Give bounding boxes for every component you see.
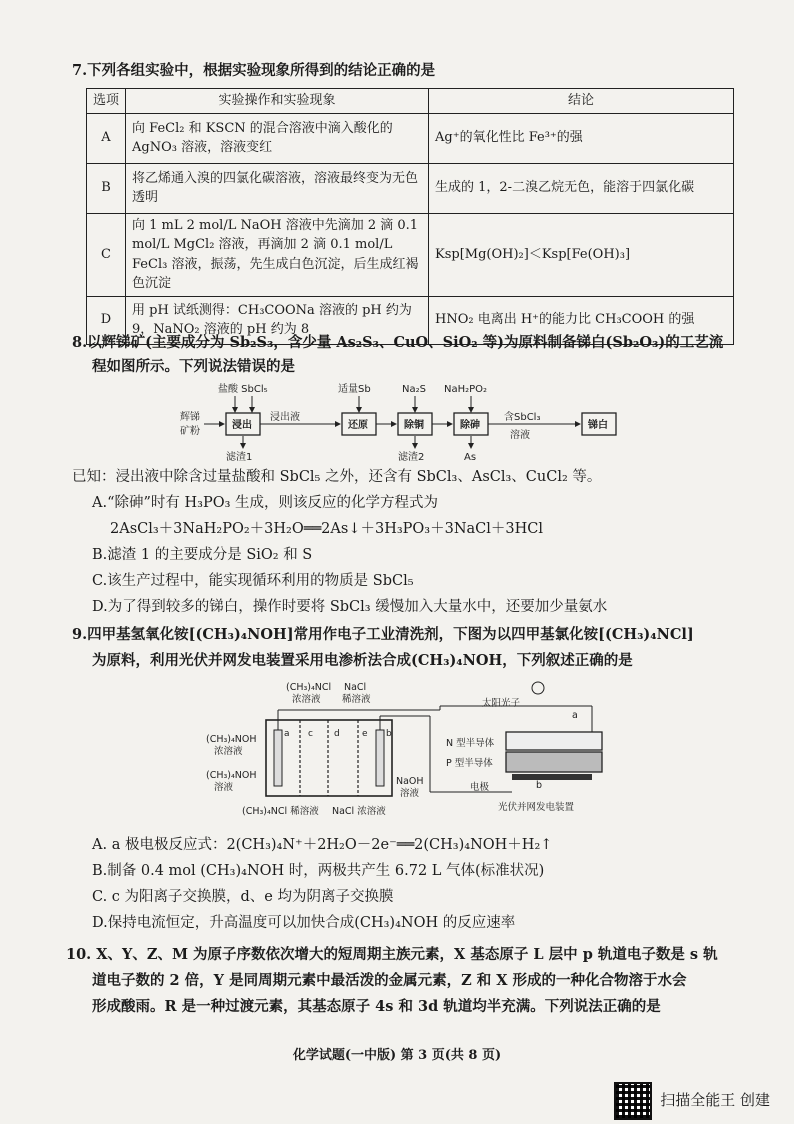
label-n-type: N 型半导体 [446, 738, 495, 749]
page-footer: 化学试题(一中版) 第 3 页(共 8 页) [292, 1048, 502, 1063]
label-right1b: 溶液 [400, 788, 420, 799]
flow-box-arsenic: 除砷 [460, 420, 480, 431]
q8-option-b: B.滤渣 1 的主要成分是 SiO₂ 和 S [92, 547, 313, 563]
flow-leach-input: 盐酸 SbCl₅ [218, 384, 268, 395]
row-conclusion: Ksp[Mg(OH)₂]＜Ksp[Fe(OH)₃] [429, 213, 734, 296]
header-operation: 实验操作和实验现象 [126, 89, 429, 114]
q8-title-line2: 程如图所示。下列说法错误的是 [92, 358, 295, 375]
row-operation: 向 1 mL 2 mol/L NaOH 溶液中先滴加 2 滴 0.1 mol/L MgCl₂ 溶液，再滴加 2 滴 0.1 mol/L FeCl₃ 溶液，振荡，先生成白色沉淀，后生成红褐色沉淀 [126, 213, 429, 296]
q10-line1: 10. X、Y、Z、M 为原子序数依次增大的短周期主族元素，X 基态原子 L 层中 p 轨道电子数是 s 轨 [66, 946, 718, 963]
row-option: D [87, 296, 126, 344]
flow-start: 辉锑 [180, 412, 200, 423]
row-operation: 用 pH 试纸测得：CH₃COONa 溶液的 pH 约为 9，NaNO₂ 溶液的 pH 约为 8 [126, 296, 429, 344]
flow-start2: 矿粉 [180, 426, 200, 437]
q8-option-d: D.为了得到较多的锑白，操作时要将 SbCl₃ 缓慢加入大量水中，还要加少量氨水 [92, 599, 608, 615]
flow-box-leach: 浸出 [232, 420, 252, 431]
q9-option-d: D.保持电流恒定，升高温度可以加快合成(CH₃)₄NOH 的反应速率 [92, 915, 516, 931]
q9-title-line1: 9.四甲基氢氧化铵[(CH₃)₄NOH]常用作电子工业清洗剂，下图为以四甲基氯化铵[(CH₃)₄NCl] [72, 626, 694, 643]
table-row [87, 113, 734, 163]
row-conclusion: 生成的 1，2-二溴乙烷无色，能溶于四氯化碳 [429, 163, 734, 213]
row-operation: 向 FeCl₂ 和 KSCN 的混合溶液中滴入酸化的AgNO₃ 溶液，溶液变红 [126, 113, 429, 163]
label-top1: (CH₃)₄NCl [286, 682, 332, 693]
label-electrode: 电极 [470, 782, 490, 793]
row-operation: 将乙烯通入溴的四氯化碳溶液，溶液最终变为无色透明 [126, 163, 429, 213]
label-top2b: 稀溶液 [342, 694, 371, 705]
table-row [87, 213, 734, 296]
label-e: e [362, 729, 368, 739]
row-option: C [87, 213, 126, 296]
label-left1: (CH₃)₄NOH [206, 734, 257, 745]
q8-known: 已知：浸出液中除含过量盐酸和 SbCl₅ 之外，还含有 SbCl₃、AsCl₃、CuCl₂ 等。 [72, 469, 602, 485]
flow-box-product: 锑白 [588, 420, 608, 431]
label-right1: NaOH [396, 776, 424, 787]
q9-option-a: A. a 极电极反应式：2(CH₃)₄N⁺＋2H₂O－2e⁻══2(CH₃)₄NOH＋H₂↑ [92, 837, 553, 853]
watermark-text: 扫描全能王 创建 [660, 1091, 770, 1110]
label-pv-caption: 光伏并网发电装置 [498, 802, 575, 813]
scanner-watermark [614, 1082, 770, 1120]
table-row [87, 163, 734, 213]
flow-residue1: 滤渣1 [226, 452, 253, 462]
table-header-row [87, 89, 734, 114]
label-bottom2: NaCl 浓溶液 [332, 806, 386, 817]
label-c: c [308, 729, 313, 739]
label-b: b [386, 729, 392, 739]
row-conclusion: HNO₂ 电离出 H⁺的能力比 CH₃COOH 的强 [429, 296, 734, 344]
label-d: d [334, 729, 340, 739]
q7-table [86, 88, 734, 345]
q9-option-c: C. c 为阳离子交换膜，d、e 均为阴离子交换膜 [92, 889, 394, 905]
q9-title-line2: 为原料，利用光伏并网发电装置采用电渗析法合成(CH₃)₄NOH，下列叙述正确的是 [92, 652, 633, 669]
label-pv-b: b [536, 780, 543, 791]
flow-box-copper: 除铜 [404, 420, 424, 431]
label-left2b: 溶液 [214, 782, 234, 793]
flow-residue2: 滤渣2 [398, 452, 425, 462]
q10-line3: 形成酸雨。R 是一种过渡元素，其基态原子 4s 和 3d 轨道均半充满。下列说法正确的是 [92, 998, 661, 1015]
label-pv-a: a [572, 710, 578, 721]
label-left2: (CH₃)₄NOH [206, 770, 257, 781]
label-a: a [284, 729, 290, 739]
flow-reduce-input: 适量Sb [338, 384, 371, 395]
q8-option-a: A.“除砷”时有 H₃PO₃ 生成，则该反应的化学方程式为 [92, 495, 439, 511]
label-sun: 太阳光子 [482, 698, 521, 709]
label-left1b: 浓溶液 [214, 746, 243, 757]
q9-electrodialysis-diagram [200, 676, 620, 820]
q8-option-c: C.该生产过程中，能实现循环利用的物质是 SbCl₅ [92, 573, 414, 589]
q8-option-a-equation: 2AsCl₃＋3NaH₂PO₂＋3H₂O══2As↓＋3H₃PO₃＋3NaCl＋3HCl [110, 521, 544, 537]
flow-leachate: 浸出液 [270, 412, 300, 423]
q9-option-b: B.制备 0.4 mol (CH₃)₄NOH 时，两极共产生 6.72 L 气体(标准状况) [92, 863, 545, 879]
row-option: A [87, 113, 126, 163]
row-option: B [87, 163, 126, 213]
flow-copper-input: Na₂S [402, 384, 426, 395]
flow-sbcl3-solution: 溶液 [510, 430, 530, 441]
q7-title: 7.下列各组实验中，根据实验现象所得到的结论正确的是 [72, 62, 436, 79]
flow-arsenic-out: As [464, 452, 477, 462]
q8-flowchart [180, 380, 660, 462]
q10-line2: 道电子数的 2 倍，Y 是同周期元素中最活泼的金属元素，Z 和 X 形成的一种化合物溶于水会 [92, 972, 687, 989]
qr-code-icon [614, 1082, 652, 1120]
flow-sbcl3: 含SbCl₃ [504, 412, 541, 423]
flow-arsenic-input: NaH₂PO₂ [444, 384, 488, 395]
header-option: 选项 [87, 89, 126, 114]
row-conclusion: Ag⁺的氧化性比 Fe³⁺的强 [429, 113, 734, 163]
header-conclusion: 结论 [429, 89, 734, 114]
label-top1b: 浓溶液 [292, 694, 321, 705]
label-bottom1: (CH₃)₄NCl 稀溶液 [242, 806, 319, 817]
q8-title-line1: 8.以辉锑矿(主要成分为 Sb₂S₃，含少量 As₂S₃、CuO、SiO₂ 等)为原料制备锑白(Sb₂O₃)的工艺流 [72, 334, 724, 351]
label-top2: NaCl [344, 682, 367, 693]
label-p-type: P 型半导体 [446, 758, 493, 769]
flow-box-reduce: 还原 [348, 420, 368, 431]
